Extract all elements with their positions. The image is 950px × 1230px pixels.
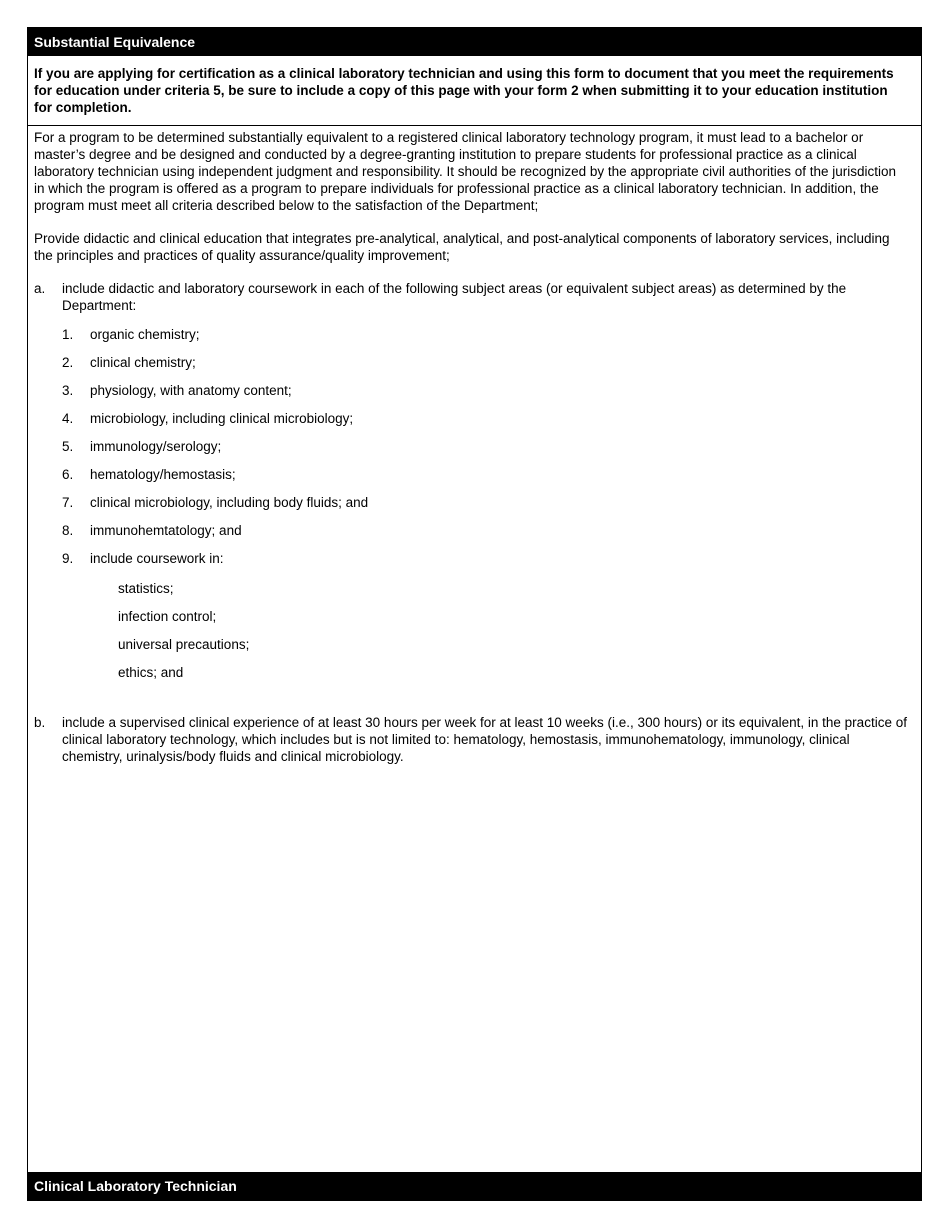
list-item-text: organic chemistry; (90, 327, 200, 342)
subject-area-list (62, 326, 910, 567)
coursework-list (118, 580, 910, 692)
list-item-text: immunohemtatology; and (90, 523, 242, 538)
list-item-text: physiology, with anatomy content; (90, 383, 292, 398)
criterion-a-marker: a. (34, 281, 46, 296)
didactic-paragraph: Provide didactic and clinical education that integrates pre-analytical, analytical, and post-analytical components of laboratory services, including the principles and practices of quality assurance/quality improvement; (34, 231, 890, 263)
list-item (62, 466, 910, 494)
criteria-content (34, 129, 910, 765)
list-item-text: immunology/serology; (90, 439, 222, 454)
coursework-item: infection control; (118, 609, 217, 624)
list-item-number: 5. (62, 439, 74, 454)
section-header: Substantial Equivalence (28, 28, 921, 56)
list-item-number: 3. (62, 383, 74, 398)
list-item-number: 4. (62, 411, 74, 426)
form-frame (27, 27, 922, 1201)
list-item-number: 8. (62, 523, 74, 538)
criterion-a-text: include didactic and laboratory coursework in each of the following subject areas (or equivalent subject areas) as determined by the Department: (62, 281, 847, 313)
criterion-a (34, 280, 910, 314)
intro-paragraph: For a program to be determined substantially equivalent to a registered clinical laboratory technology program, it must lead to a bachelor or master’s degree and be designed and conducted by a degree-granting institution to prepare students for professional practice as a clinical laboratory technician using independent judgment and responsibility. It should be recognized by the appropriate civil authorities of the jurisdiction in which the program is offered as a program to prepare individuals for professional practice as a clinical laboratory technician. In addition, the program must meet all criteria described below to the satisfaction of the Department; (34, 130, 897, 213)
list-item-text: clinical microbiology, including body fluids; and (90, 495, 369, 510)
list-item (62, 326, 910, 354)
list-item (62, 522, 910, 550)
list-item-text: hematology/hemostasis; (90, 467, 236, 482)
list-item (62, 354, 910, 382)
list-item-text: microbiology, including clinical microbiology; (90, 411, 354, 426)
coursework-item: universal precautions; (118, 637, 250, 652)
list-item-number: 7. (62, 495, 74, 510)
list-item-number: 1. (62, 327, 74, 342)
list-item (62, 438, 910, 466)
list-item (62, 550, 910, 567)
criterion-b (34, 714, 910, 765)
list-item-number: 2. (62, 355, 74, 370)
coursework-item: statistics; (118, 581, 174, 596)
list-item-text: include coursework in: (90, 551, 224, 566)
criterion-b-text: include a supervised clinical experience of at least 30 hours per week for at least 10 weeks (i.e., 300 hours) or its equivalent, in the practice of clinical laboratory technology, which includes but is not limited to: hematology, hemostasis, immunohematology, immunology, clinical chemistry, urinalysis/body fluids and clinical microbiology. (62, 715, 907, 764)
form-footer: Clinical Laboratory Technician (28, 1172, 921, 1200)
list-item-number: 6. (62, 467, 74, 482)
list-item (62, 494, 910, 522)
criterion-b-marker: b. (34, 715, 46, 730)
list-item-text: clinical chemistry; (90, 355, 196, 370)
list-item (62, 410, 910, 438)
list-item-number: 9. (62, 551, 74, 566)
list-item (62, 382, 910, 410)
coursework-item: ethics; and (118, 665, 184, 680)
submission-notice: If you are applying for certification as a clinical laboratory technician and using this form to document that you meet the requirements for education under criteria 5, be sure to include a copy of this page with your form 2 when submitting it to your education institution for completion. (28, 56, 921, 126)
